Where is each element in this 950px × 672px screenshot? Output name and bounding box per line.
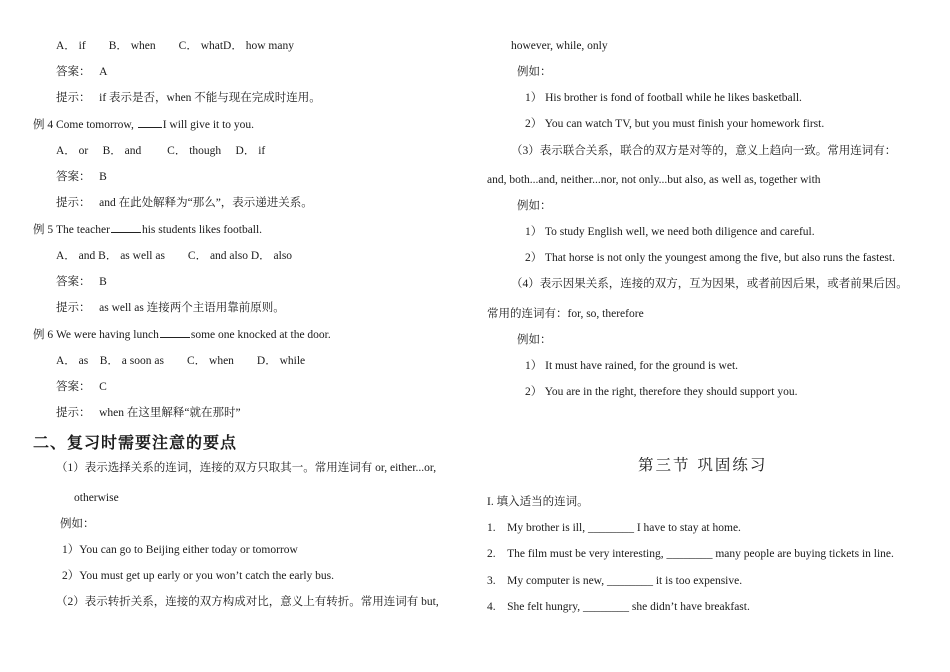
example-label: 例如： — [517, 66, 552, 78]
answer-line: 答案： B — [56, 171, 107, 183]
section-title: 第三节 巩固练习 — [638, 456, 768, 474]
exercise-question: 2. The film must be very interesting, ________ many people are buying tickets in line. — [487, 548, 894, 560]
example-6-end: some one knocked at the door. — [190, 329, 331, 341]
hint-line: 提示： if 表示是否，when 不能与现在完成时连用。 — [56, 92, 321, 104]
example-6-start: 例 6 We were having lunch — [33, 329, 159, 341]
example-label: 例如： — [60, 518, 95, 530]
paragraph-line: （2）表示转折关系，连接的双方构成对比，意义上有转折。常用连词有 but, — [56, 596, 439, 608]
choice-line: A． if B． when C． whatD． how many — [56, 40, 294, 52]
hint-line: 提示： and 在此处解释为“那么”，表示递进关系。 — [56, 197, 313, 209]
paragraph-line: （3）表示联合关系，联合的双方是对等的，意义上趋向一致。常用连词有： — [511, 145, 897, 157]
paragraph-line: （4）表示因果关系，连接的双方，互为因果，或者前因后果，或者前果后因。 — [511, 278, 908, 290]
paragraph-line: however, while, only — [511, 40, 608, 52]
exercise-title: I. 填入适当的连词。 — [487, 496, 589, 508]
example-sentence: 1）You can go to Beijing either today or tomorrow — [62, 544, 298, 556]
answer-line: 答案： C — [56, 381, 107, 393]
example-4-start: 例 4 Come tomorrow, — [33, 119, 137, 131]
example-sentence: 1） To study English well, we need both diligence and careful. — [525, 226, 815, 238]
example-4 — [33, 117, 254, 132]
example-sentence: 2） You are in the right, therefore they should support you. — [525, 386, 798, 398]
example-4-end: I will give it to you. — [162, 119, 255, 131]
example-5 — [33, 222, 262, 237]
hint-line: 提示： as well as 连接两个主语用靠前原则。 — [56, 302, 285, 314]
paragraph-line: （1）表示选择关系的连词，连接的双方只取其一。常用连词有 or, either...or, — [56, 462, 437, 474]
section-heading: 二、复习时需要注意的要点 — [33, 433, 238, 452]
exercise-question: 1. My brother is ill, ________ I have to stay at home. — [487, 522, 741, 534]
answer-line: 答案： B — [56, 276, 107, 288]
exercise-question: 4. She felt hungry, ________ she didn’t have breakfast. — [487, 601, 750, 613]
choice-line: A． and B． as well as C． and also D． also — [56, 250, 293, 262]
example-6 — [33, 327, 331, 342]
example-sentence: 1） It must have rained, for the ground is wet. — [525, 360, 739, 372]
paragraph-line: 常用的连词有：for, so, therefore — [487, 308, 644, 320]
answer-line: 答案： A — [56, 66, 108, 78]
example-sentence: 2） You can watch TV, but you must finish your homework first. — [525, 118, 825, 130]
example-5-end: his students likes football. — [141, 224, 263, 236]
example-label: 例如： — [517, 334, 552, 346]
choice-line: A． or B． and C． though D． if — [56, 145, 266, 157]
exercise-question: 3. My computer is new, ________ it is too expensive. — [487, 575, 743, 587]
paragraph-line: otherwise — [74, 492, 119, 504]
example-5-start: 例 5 The teacher — [33, 224, 110, 236]
choice-line: A． as B． a soon as C． when D． while — [56, 355, 306, 367]
example-sentence: 1） His brother is fond of football while he likes basketball. — [525, 92, 802, 104]
example-sentence: 2） That horse is not only the youngest among the five, but also runs the fastest. — [525, 252, 895, 264]
answer-blank — [138, 117, 162, 128]
example-label: 例如： — [517, 200, 552, 212]
paragraph-line: and, both...and, neither...nor, not only...but also, as well as, together with — [487, 174, 821, 186]
answer-blank — [111, 222, 141, 233]
example-sentence: 2）You must get up early or you won’t catch the early bus. — [62, 570, 335, 582]
hint-line: 提示： when 在这里解释“就在那时” — [56, 407, 241, 419]
answer-blank — [160, 327, 190, 338]
